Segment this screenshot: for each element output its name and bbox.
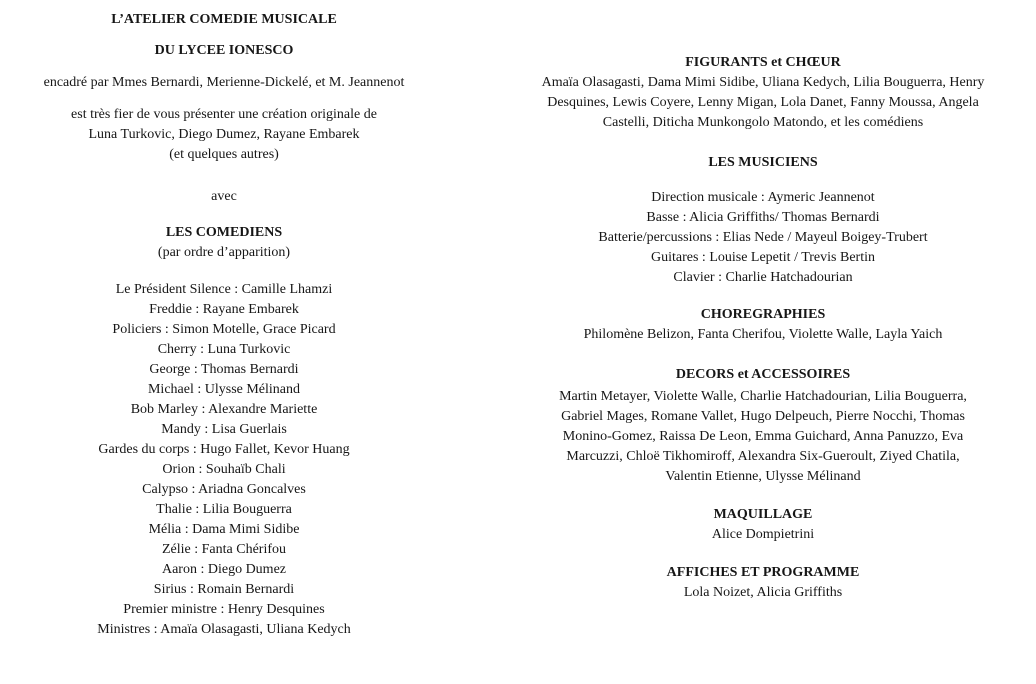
others-line: (et quelques autres) <box>169 147 279 162</box>
section-line: Batterie/percussions : Elias Nede / Mayeul Boigey-Trubert <box>598 230 928 245</box>
cast-line: Freddie : Rayane Embarek <box>149 302 299 317</box>
section-heading: AFFICHES ET PROGRAMME <box>666 565 860 580</box>
cast-line: Ministres : Amaïa Olasagasti, Uliana Kedych <box>97 622 351 637</box>
intro-line: est très fier de vous présenter une création originale de <box>71 107 377 122</box>
section-line: Martin Metayer, Violette Walle, Charlie Hatchadourian, Lilia Bouguerra, <box>559 389 967 404</box>
section-line: Basse : Alicia Griffiths/ Thomas Bernardi <box>646 210 880 225</box>
section-heading: CHOREGRAPHIES <box>700 307 826 322</box>
cast-line: Sirius : Romain Bernardi <box>153 582 295 597</box>
section-choregraphies <box>497 305 1029 345</box>
section-maquillage <box>497 505 1029 545</box>
section-heading: DECORS et ACCESSOIRES <box>675 367 851 382</box>
school-name: DU LYCEE IONESCO <box>154 43 294 58</box>
section-line: Desquines, Lewis Coyere, Lenny Migan, Lola Danet, Fanny Moussa, Angela <box>547 95 979 110</box>
cast-line: Cherry : Luna Turkovic <box>157 342 291 357</box>
section-line: Gabriel Mages, Romane Vallet, Hugo Delpeuch, Pierre Nocchi, Thomas <box>561 409 965 424</box>
cast-line: Orion : Souhaïb Chali <box>162 462 286 477</box>
section-heading: FIGURANTS et CHŒUR <box>685 55 841 70</box>
right-column <box>497 0 1029 603</box>
cast-subheading: (par ordre d’apparition) <box>157 245 291 260</box>
section-line: Clavier : Charlie Hatchadourian <box>673 270 853 285</box>
cast-line: Le Président Silence : Camille Lhamzi <box>115 282 333 297</box>
cast-line: George : Thomas Bernardi <box>149 362 299 377</box>
section-line: Lola Noizet, Alicia Griffiths <box>683 585 843 600</box>
cast-line: Mandy : Lisa Guerlais <box>161 422 287 437</box>
cast-line: Premier ministre : Henry Desquines <box>123 602 325 617</box>
section-line: Philomène Belizon, Fanta Cherifou, Violette Walle, Layla Yaich <box>583 327 943 342</box>
section-affiches-et-programme <box>497 563 1029 603</box>
cast-line: Calypso : Ariadna Goncalves <box>142 482 306 497</box>
section-line: Monino-Gomez, Raissa De Leon, Emma Guichard, Anna Panuzzo, Eva <box>562 429 964 444</box>
section-les-musiciens <box>497 153 1029 288</box>
cast-line: Thalie : Lilia Bouguerra <box>156 502 292 517</box>
cast-line: Bob Marley : Alexandre Mariette <box>130 402 318 417</box>
supervisors-line: encadré par Mmes Bernardi, Merienne-Dickelé, et M. Jeannenot <box>43 75 405 90</box>
cast-line: Gardes du corps : Hugo Fallet, Kevor Huang <box>98 442 350 457</box>
cast-line: Policiers : Simon Motelle, Grace Picard <box>112 322 336 337</box>
section-heading: MAQUILLAGE <box>713 507 813 522</box>
section-line: Valentin Etienne, Ulysse Mélinand <box>665 469 861 484</box>
cast-line: Zélie : Fanta Chérifou <box>161 542 287 557</box>
creators-line: Luna Turkovic, Diego Dumez, Rayane Embarek <box>88 127 360 142</box>
cast-line: Aaron : Diego Dumez <box>161 562 287 577</box>
section-line: Guitares : Louise Lepetit / Trevis Bertin <box>651 250 875 265</box>
cast-heading: LES COMEDIENS <box>165 225 283 240</box>
section-figurants-et-choeur <box>497 53 1029 133</box>
section-line: Marcuzzi, Chloë Tikhomiroff, Alexandra Six-Gueroult, Ziyed Chatila, <box>566 449 960 464</box>
cast-line: Mélia : Dama Mimi Sidibe <box>148 522 300 537</box>
with-label: avec <box>211 189 237 204</box>
section-decors-et-accessoires <box>497 365 1029 487</box>
section-line: Direction musicale : Aymeric Jeannenot <box>651 190 875 205</box>
left-column <box>0 0 448 640</box>
section-line: Amaïa Olasagasti, Dama Mimi Sidibe, Uliana Kedych, Lilia Bouguerra, Henry <box>541 75 985 90</box>
section-line: Alice Dompietrini <box>711 527 815 542</box>
section-heading: LES MUSICIENS <box>708 155 818 170</box>
cast-line: Michael : Ulysse Mélinand <box>147 382 301 397</box>
program-title: L’ATELIER COMEDIE MUSICALE <box>111 12 337 27</box>
section-line: Castelli, Diticha Munkongolo Matondo, et les comédiens <box>602 115 924 130</box>
